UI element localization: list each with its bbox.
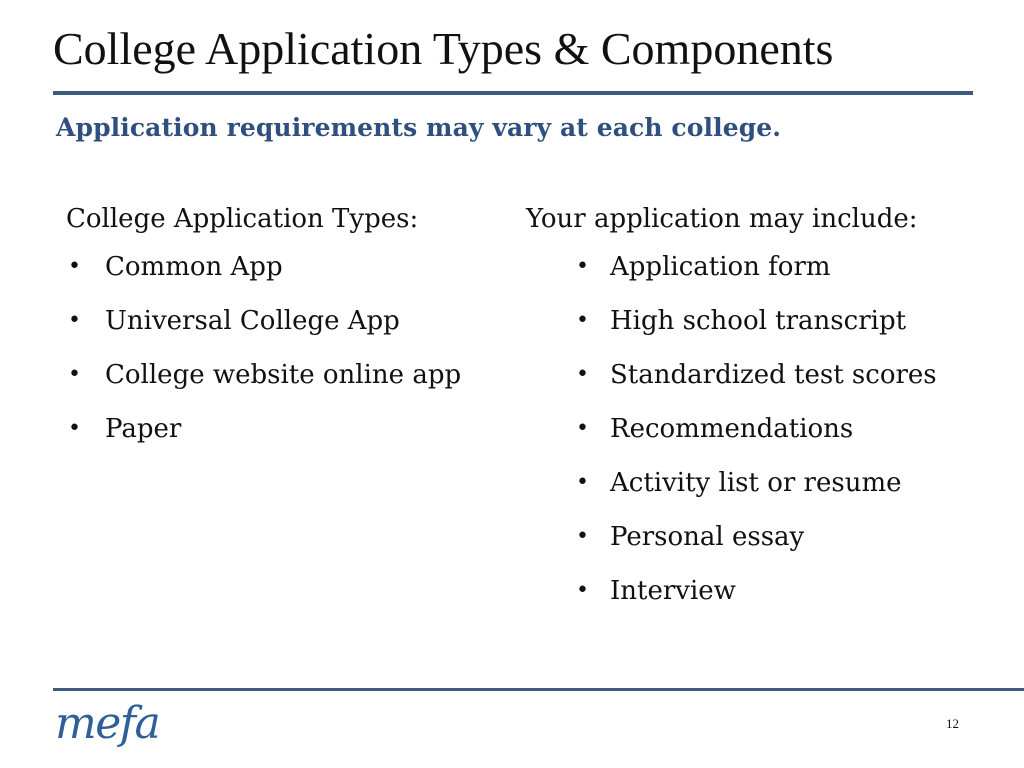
- bullet-icon: •: [576, 362, 589, 387]
- application-types-heading: College Application Types:: [66, 204, 419, 234]
- list-item: [66, 412, 516, 446]
- list-item-text: Interview: [610, 576, 736, 606]
- list-item: [526, 520, 996, 554]
- application-components-heading: Your application may include:: [526, 204, 918, 234]
- list-item: [526, 250, 996, 284]
- list-item-text: Universal College App: [105, 306, 400, 336]
- bullet-icon: •: [576, 416, 589, 441]
- list-item-text: Common App: [105, 252, 283, 282]
- list-item-text: Standardized test scores: [610, 360, 937, 390]
- list-item-text: Paper: [105, 414, 182, 444]
- slide-subtitle: Application requirements may vary at each college.: [56, 113, 782, 142]
- application-components-list: [526, 250, 996, 608]
- bullet-icon: •: [68, 308, 81, 333]
- page-number: 12: [946, 716, 959, 731]
- slide-title: College Application Types & Components: [53, 23, 834, 74]
- list-item-text: High school transcript: [610, 306, 907, 336]
- list-item-text: College website online app: [105, 360, 462, 390]
- bullet-icon: •: [576, 470, 589, 495]
- application-types-list: [66, 250, 516, 446]
- bullet-icon: •: [576, 524, 589, 549]
- bullet-icon: •: [68, 416, 81, 441]
- list-item: [66, 250, 516, 284]
- list-item: [66, 358, 516, 392]
- bullet-icon: •: [576, 308, 589, 333]
- bullet-icon: •: [576, 254, 589, 279]
- list-item: [66, 304, 516, 338]
- list-item-text: Personal essay: [610, 522, 805, 552]
- application-types-column: [66, 196, 516, 466]
- list-item: [526, 304, 996, 338]
- list-item: [526, 574, 996, 608]
- list-item-text: Recommendations: [610, 414, 854, 444]
- bullet-icon: •: [68, 254, 81, 279]
- footer-divider: [53, 688, 1024, 691]
- title-divider: [53, 91, 973, 95]
- list-item: [526, 358, 996, 392]
- list-item-text: Application form: [610, 252, 831, 282]
- list-item: [526, 412, 996, 446]
- list-item: [526, 466, 996, 500]
- mefa-logo: mefa: [55, 698, 160, 749]
- bullet-icon: •: [68, 362, 81, 387]
- bullet-icon: •: [576, 578, 589, 603]
- application-components-column: [526, 196, 996, 628]
- list-item-text: Activity list or resume: [610, 468, 902, 498]
